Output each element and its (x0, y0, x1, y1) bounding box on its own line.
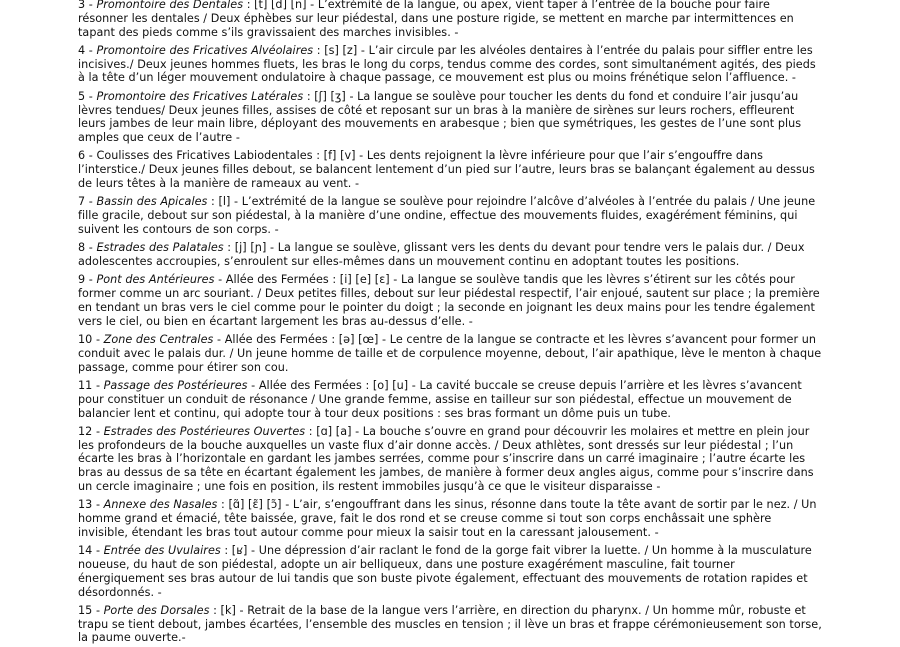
entry-number: 10 - (78, 333, 104, 347)
entry-paragraph (78, 241, 822, 269)
entry-paragraph (78, 604, 822, 645)
entry-number: 3 - (78, 0, 97, 11)
entry-text: : [j] [ɲ] - La langue se soulève, glissant vers les dents du devant pour tendre vers le palais dur. / Deux adolescentes accroupies, s’enroulent sur elles-mêmes dans un mouvement continu en adoptant toutes les positions. (78, 241, 805, 269)
entry-number: 7 - (78, 195, 97, 209)
entry-title: Porte des Dorsales (103, 603, 210, 617)
entry-paragraph (78, 149, 822, 190)
entry-paragraph (78, 544, 822, 599)
entry-title: Promontoire des Fricatives Alvéolaires (96, 43, 314, 57)
entry-text: : [k] - Retrait de la base de la langue vers l’arrière, en direction du pharynx. / Un homme mûr, robuste et trapu se tient debout, jambes écartées, l’ensemble des muscles en tension ; il lève un bras et frappe cérémonieusement son torse, la paume ouverte.- (78, 603, 822, 645)
entry-paragraph (78, 44, 822, 85)
entry-paragraph (78, 195, 822, 236)
entry-number: 12 - (78, 424, 104, 438)
entry-text: - Allée des Fermées : [o] [u] - La cavité buccale se creuse depuis l’arrière et les lèvres s’avancent pour constituer un conduit de résonance / Une grande femme, assise en tailleur sur son piédestal, effectue un mouvement de balancier lent et continu, qui adopte tour à tour deux positions : ses bras formant un dôme puis un tube. (78, 378, 802, 420)
entry-text: : [ɑ] [a] - La bouche s’ouvre en grand pour découvrir les molaires et mettre en plein jour les profondeurs de la bouche auxquelles un vaste flux d’air donne accès. / Deux athlètes, sont dressés sur leur piédestal ; l’un écarte les bras à l’horizontale en gardant les jambes serrées, comme pour s’inscrire dans un carré imaginaire ; l’autre écarte les bras au dessus de sa tête en écartant également les jambes, de manière à former deux angles aigus, comme pour s’inscrire dans un cercle imaginaire ; une fois en position, ils restent immobiles jusqu’à ce que le visiteur disparaisse - (78, 424, 814, 493)
entry-title: Passage des Postérieures (103, 378, 248, 392)
entry-paragraph (78, 498, 822, 539)
entry-text: : [ʃ] [ʒ] - La langue se soulève pour toucher les dents du fond et conduire l’air jusqu’au lèvres tendues/ Deux jeunes filles, assises de côté et reposant sur un bras à la manière de sirènes sur leurs rochers, effleurent leurs jambes de leur main libre, déployant des mouvements en arabesque ; bien que symétriques, les gestes de l’une sont plus amples que ceux de l’autre - (78, 89, 802, 145)
entry-text: : [t] [d] [n] - L’extrémité de la langue, ou apex, vient taper à l’entrée de la bouche pour faire résonner les dentales / Deux éphèbes sur leur piédestal, dans une posture rigide, se mettent en marche par intermittences en tapant des pieds comme s’ils gravissaient des marches invisibles. - (78, 0, 794, 39)
entry-title: Bassin des Apicales (96, 195, 208, 209)
entry-title: Zone des Centrales (103, 333, 214, 347)
entry-title: Promontoire des Fricatives Latérales (96, 89, 304, 103)
entry-text: : [ɑ̃] [ɛ̃] [ɔ̃] - L’air, s’engouffrant dans les sinus, résonne dans toute la tête avant de sortir par le nez. / Un homme grand et émacié, tête baissée, grave, fait le dos rond et se creuse comme si tout son corps enchâssait une sphère invisible, étendant les bras tout autour comme pour mieux la saisir tout en la caressant jalousement. - (78, 498, 817, 539)
entry-paragraph (78, 333, 822, 374)
entry-title: Estrades des Palatales (96, 241, 224, 255)
entry-number: 4 - (78, 43, 97, 57)
entry-paragraph (78, 0, 822, 39)
entry-text: : [l] - L’extrémité de la langue se soulève pour rejoindre l’alcôve d’alvéoles à l’entrée du palais / Une jeune fille gracile, debout sur son piédestal, à la manière d’une ondine, effectue des mouvements fluides, exagérément féminins, qui suivent les contours de son corps. - (78, 195, 816, 236)
entry-title: Pont des Antérieures (96, 273, 215, 287)
entry-paragraph (78, 90, 822, 145)
entry-title: Estrades des Postérieures Ouvertes (103, 424, 306, 438)
entry-number: 9 - (78, 273, 97, 287)
entry-text: : [ʁ] - Une dépression d’air raclant le fond de la gorge fait vibrer la luette. / Un homme à la musculature noueuse, du haut de son piédestal, adopte un air belliqueux, dans une posture exagérément masculine, fait tourner énergiquement ses bras autour de lui tandis que son buste pivote également, effectuant des mouvements de rotation rapides et désordonnés. - (78, 544, 812, 599)
entry-paragraph (78, 273, 822, 328)
entry-number: 5 - (78, 89, 97, 103)
entry-number: 8 - (78, 241, 97, 255)
entry-number: 11 - (78, 378, 104, 392)
entry-number: 14 - (78, 544, 104, 558)
entry-paragraph (78, 379, 822, 420)
entry-number: 6 - (78, 149, 97, 163)
entry-number: 13 - (78, 498, 104, 512)
entry-title: Entrée des Uvulaires (103, 544, 221, 558)
entry-paragraph (78, 425, 822, 494)
entry-text: - Allée des Fermées : [ə] [œ] - Le centre de la langue se contracte et les lèvres s’avancent pour former un conduit avec le palais dur. / Un jeune homme de taille et de corpulence moyenne, debout, l’air apathique, lève le menton à chaque passage, comme pour étirer son cou. (78, 333, 822, 374)
entry-text: - Allée des Fermées : [i] [e] [ɛ] - La langue se soulève tandis que les lèvres s’étirent sur les côtés pour former comme un arc souriant. / Deux petites filles, debout sur leur piédestal respectif, l’air enjoué, sautent sur place ; la première en tendant un bras vers le ciel comme pour le pointer du doigt ; la seconde en joignant les deux mains pour les tendre également vers le ciel, ou bien en écartant largement les bras au-dessus d’elle. - (78, 273, 820, 328)
entry-text: : [s] [z] - L’air circule par les alvéoles dentaires à l’entrée du palais pour siffler entre les incisives./ Deux jeunes hommes fluets, les bras le long du corps, tendus comme des cordes, sont simultanément agités, des pieds à la tête d’un léger mouvement ondulatoire à chaque passage, ce mouvement est plus ou moins frénétique selon l’affluence. - (78, 43, 816, 85)
entry-title: Annexe des Nasales (103, 498, 218, 512)
entry-title: Promontoire des Dentales (96, 0, 244, 11)
entry-number: 15 - (78, 603, 104, 617)
entry-text: Coulisses des Fricatives Labiodentales : [f] [v] - Les dents rejoignent la lèvre inférieure pour que l’air s’engouffre dans l’interstice./ Deux jeunes filles debout, se balancent lentement d’un pied sur l’autre, leurs bras se balançant également au dessus de leurs têtes à la manière de rameaux au vent. - (78, 149, 815, 191)
